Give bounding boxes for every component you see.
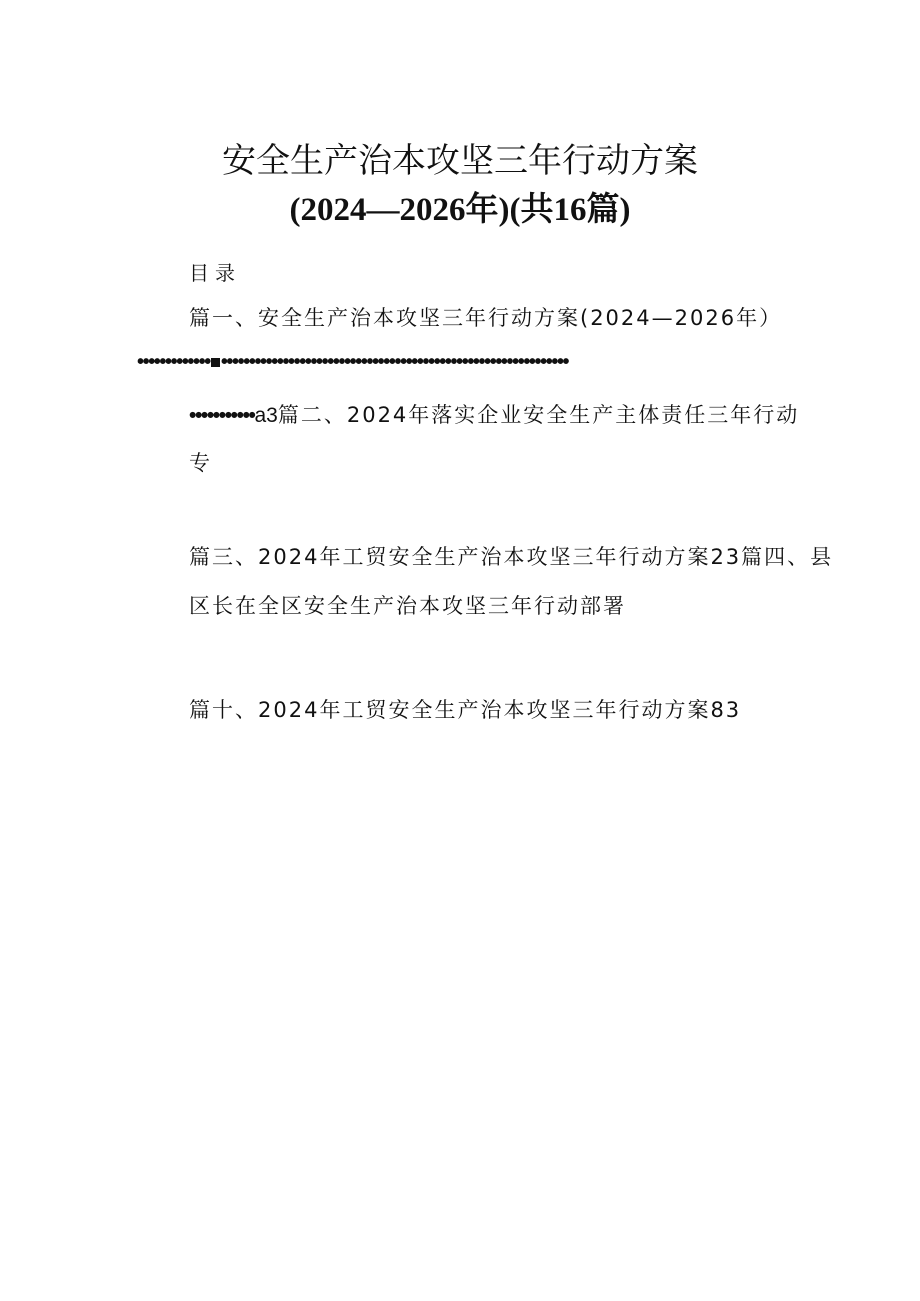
- toc-entry-2-text: 篇二、2024年落实企业安全生产主体责任三年行动: [277, 403, 800, 427]
- toc-entry-3-continuation: 区长在全区安全生产治本攻坚三年行动部署: [189, 594, 626, 618]
- toc-entry-2: [189, 399, 799, 429]
- toc-entry-2-leaders: •••••••••••: [189, 404, 255, 427]
- toc-entry-1: 篇一、安全生产治本攻坚三年行动方案(2024—2026年）: [189, 306, 783, 330]
- toc-entry-2-continuation: 专: [189, 451, 212, 475]
- document-title-line-1: 安全生产治本攻坚三年行动方案: [222, 141, 698, 181]
- square-bullet-icon: [211, 358, 220, 367]
- document-title-line-2: (2024—2026年)(共16篇): [289, 192, 631, 228]
- toc-heading: 目录: [189, 261, 241, 285]
- toc-entry-3: 篇三、2024年工贸安全生产治本攻坚三年行动方案23篇四、县: [189, 545, 834, 569]
- toc-leader-row: [137, 352, 810, 372]
- toc-leaders-left: •••••••••••••: [137, 352, 210, 372]
- toc-entry-2-page-ref: a3: [254, 404, 278, 427]
- toc-entry-4: 篇十、2024年工贸安全生产治本攻坚三年行动方案83: [189, 698, 742, 722]
- toc-leaders-right: ••••••••••••••••••••••••••••••••••••••••••••••••••••••••••••••: [220, 352, 569, 372]
